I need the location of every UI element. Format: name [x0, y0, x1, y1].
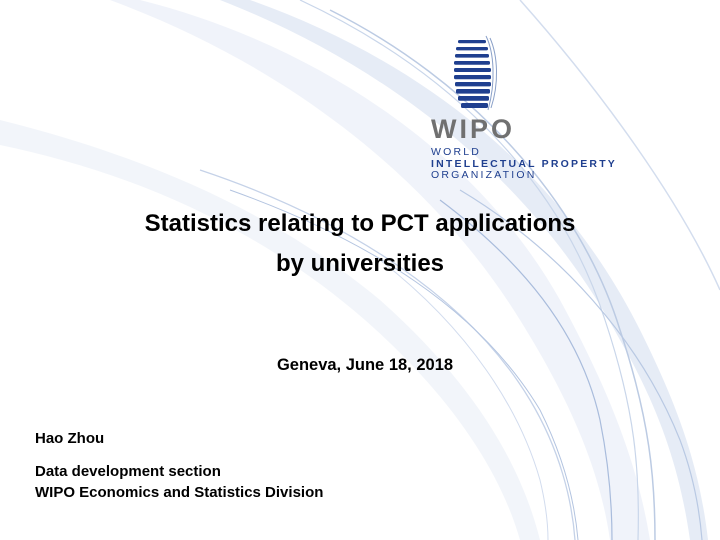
logo-text-line-3: ORGANIZATION: [431, 169, 537, 181]
author-affiliation: [35, 461, 323, 503]
affiliation-division: WIPO Economics and Statistics Division: [35, 484, 324, 501]
slide-title-line-2: by universities: [275, 250, 445, 277]
slide-title: [0, 204, 720, 284]
logo-wordmark: WIPO: [431, 114, 515, 144]
author-name: Hao Zhou: [35, 430, 105, 447]
globe-icon: [454, 40, 491, 108]
affiliation-section: Data development section: [35, 463, 221, 480]
logo-text-line-2: INTELLECTUAL PROPERTY: [431, 158, 618, 170]
event-place-date: Geneva, June 18, 2018: [276, 356, 454, 374]
slide-title-line-1: Statistics relating to PCT applications: [144, 210, 576, 237]
logo-text-line-1: WORLD: [431, 146, 482, 158]
